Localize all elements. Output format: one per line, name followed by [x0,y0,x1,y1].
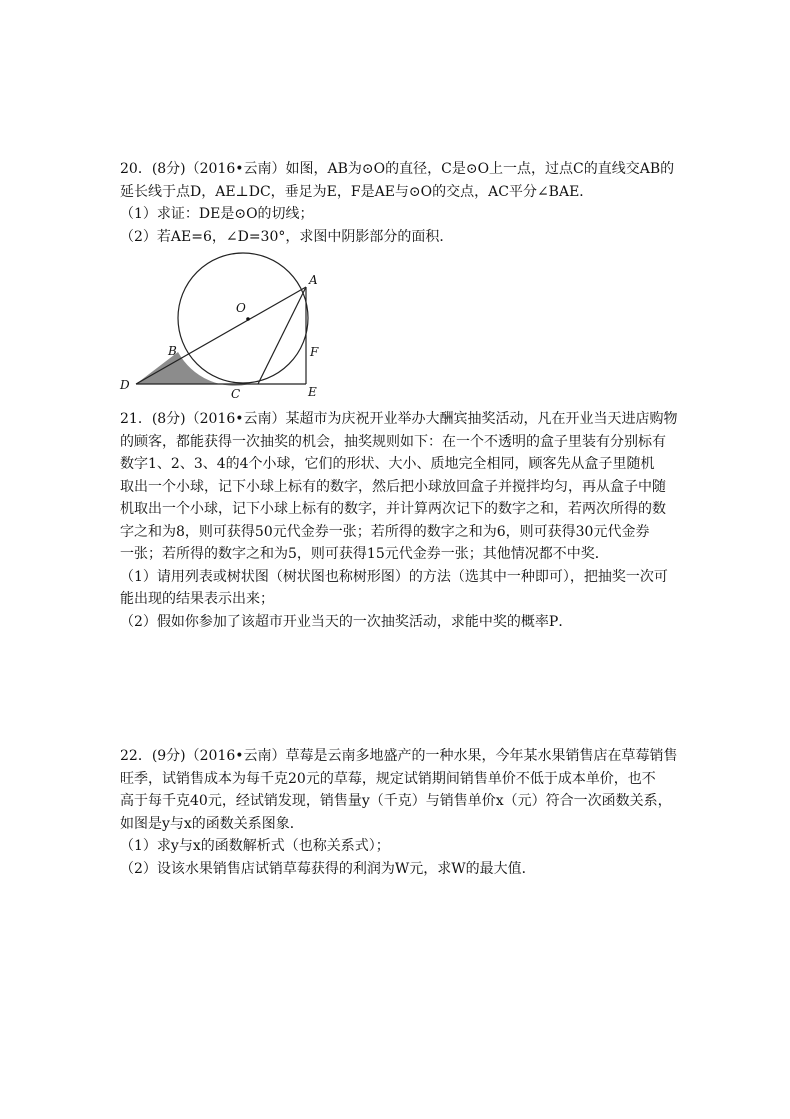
question-21 [120,408,680,633]
q21-part-2: （2）假如你参加了该超市开业当天的一次抽奖活动，求能中奖的概率P． [120,613,573,630]
q22-line: 如图是y与x的函数关系图象． [120,815,304,832]
circle-o [178,253,308,383]
label-o: O [236,301,246,315]
q20-line: 延长线于点D，AE⊥DC，垂足为E，F是AE与⊙O的交点，AC平分∠BAE． [120,183,594,200]
label-c: C [231,387,241,400]
q21-line: 取出一个小球，记下小球上标有的数字，然后把小球放回盒子并搅拌均匀，再从盒子中随 [120,478,666,495]
q21-part-1: （1）请用列表或树状图（树状图也称树形图）的方法（选其中一种即可），把抽奖一次可 [120,568,668,585]
q21-line: 数字1、2、3、4的4个小球，它们的形状、大小、质地完全相同，顾客先从盒子里随机 [120,456,655,472]
line-da [136,287,306,384]
q21-line: 一张；若所得的数字之和为5，则可获得15元代金券一张；其他情况都不中奖． [120,546,609,562]
q21-part-1-cont: 能出现的结果表示出来； [120,591,274,607]
label-b: B [168,344,177,358]
q22-part-2: （2）设该水果销售店试销草莓获得的利润为W元，求W的最大值． [120,860,536,877]
q21-line: 的顾客，都能获得一次抽奖的机会，抽奖规则如下：在一个不透明的盒子里装有分别标有 [120,433,666,450]
q22-line: 高于每千克40元，经试销发现，销售量y（千克）与销售单价x（元）符合一次函数关系， [120,793,672,809]
q20-geometry-figure [118,248,348,400]
label-f: F [310,345,319,359]
q20-line: 20．(8分)（2016•云南）如图，AB为⊙O的直径，C是⊙O上一点，过点C的直线交AB的 [120,161,675,177]
q20-part-2: （2）若AE=6，∠D=30°，求图中阴影部分的面积． [120,228,454,245]
label-a: A [309,273,318,287]
q22-line: 22．(9分)（2016•云南）草莓是云南多地盛产的一种水果，今年某水果销售店在草莓销售 [120,748,678,764]
q20-part-1: （1）求证：DE是⊙O的切线； [120,206,314,222]
center-point [246,317,250,321]
q21-line: 21．(8分)（2016•云南）某超市为庆祝开业举办大酬宾抽奖活动，凡在开业当天进店购物 [120,411,678,427]
question-22 [120,745,680,880]
q21-line: 机取出一个小球，记下小球上标有的数字，并计算两次记下的数字之和，若两次所得的数 [120,501,666,517]
q21-line: 字之和为8，则可获得50元代金券一张；若所得的数字之和为6，则可获得30元代金券 [120,523,650,540]
q22-part-1: （1）求y与x的函数解析式（也称关系式）； [120,838,390,854]
label-e: E [308,385,317,399]
q22-line: 旺季，试销售成本为每千克20元的草莓，规定试销期间销售单价不低于成本单价，也不 [120,770,656,787]
question-20 [120,158,680,248]
label-d: D [120,378,130,392]
shaded-region [136,352,250,386]
